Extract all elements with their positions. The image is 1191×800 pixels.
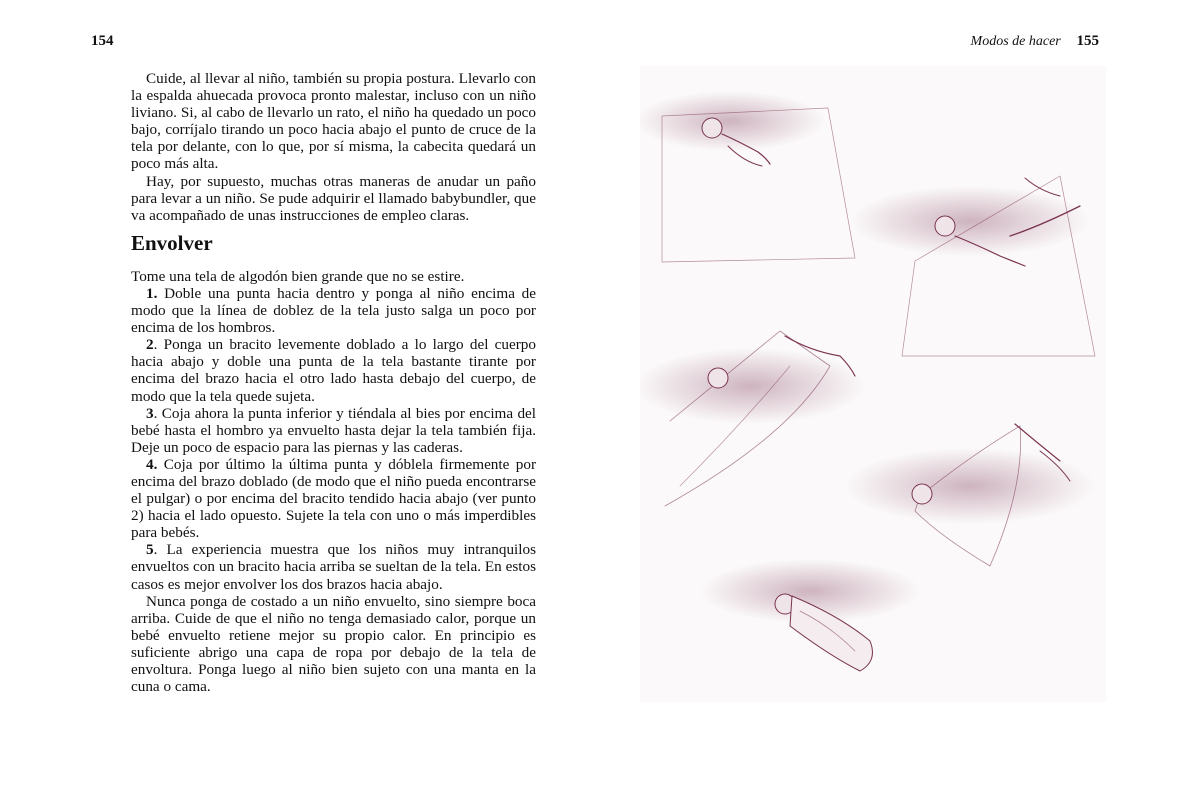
- step-number: 1.: [146, 284, 158, 302]
- running-head: Modos de hacer: [970, 34, 1061, 49]
- step-text: Doble una punta hacia dentro y ponga al niño encima de modo que la línea de doblez de la tela justo salga un poco por encima de los hombros.: [131, 284, 537, 337]
- right-page-header: [971, 33, 1099, 50]
- step-number: 4.: [146, 455, 158, 473]
- step-2-sketch: [850, 176, 1095, 356]
- step-paragraph: [131, 541, 536, 592]
- lead-paragraph: Tome una tela de algodón bien grande que no se estire.: [131, 267, 465, 285]
- step-paragraph: [131, 336, 536, 404]
- step-paragraph: [131, 405, 536, 456]
- left-page-number: 154: [91, 33, 114, 49]
- step-5-sketch: [700, 559, 920, 671]
- intro-paragraph: Cuide, al llevar al niño, también su propia postura. Llevarlo con la espalda ahuecada provoca pronto malestar, incluso con un niño liviano. Si, al cabo de llevarlo un rato, el niño ha quedado un poco bajo, corríjalo tirando un poco hacia abajo el punto de cruce de la tela por delante, con lo que, por sí misma, la cabecita quedará un poco más alta.: [131, 70, 536, 173]
- step-number: 2: [146, 336, 154, 354]
- step-1-sketch: [640, 91, 855, 262]
- step-text: . La experiencia muestra que los niños muy intranquilos envueltos con un bracito hacia arriba se sueltan de la tela. En estos casos es mejor envolver los dos brazos hacia abajo.: [131, 541, 536, 593]
- step-paragraph: [131, 285, 536, 336]
- illustration-svg: [640, 66, 1106, 702]
- step-text: Coja por último la última punta y dóblela firmemente por encima del brazo doblado (de modo que el niño pueda encontrarse el pulgar) o por encima del bracito tendido hacia abajo (ver punto 2) hacia el lado opuesto. Sujete la tela con uno o más imperdibles para bebés.: [131, 455, 537, 542]
- step-4-sketch: [845, 424, 1095, 566]
- right-page-number: 155: [1076, 33, 1099, 49]
- step-text: . Ponga un bracito levemente doblado a lo largo del cuerpo hacia abajo y doble una punta de la tela bastante tirante por encima del brazo hacia el otro lado hasta debajo del cuerpo, de modo que la tela quede sujeta.: [131, 336, 536, 405]
- step-number: 3: [146, 404, 154, 422]
- closing-paragraph: Nunca ponga de costado a un niño envuelto, sino siempre boca arriba. Cuide de que el niño no tenga demasiado calor, porque un bebé envuelto retiene mejor su propio calor. En principio es suficiente abrigo una capa de ropa por debajo de la tela de envoltura. Ponga luego al niño bien sujeto con una manta en la cuna o cama.: [131, 592, 536, 696]
- intro-paragraph: Hay, por supuesto, muchas otras maneras de anudar un paño para levar a un niño. Se pude adquirir el llamado babybundler, que va acompañado de unas instrucciones de empleo claras.: [131, 172, 536, 224]
- step-number: 5: [146, 541, 154, 559]
- section-heading: Envolver: [131, 230, 213, 255]
- step-text: . Coja ahora la punta inferior y tiéndala al bies por encima del bebé hasta el hombro ya envuelto hasta dejar la tela también fija. Deje un poco de espacio para las piernas y las caderas.: [131, 404, 536, 456]
- step-3-sketch: [640, 331, 865, 506]
- step-paragraph: [131, 456, 536, 541]
- body-text-column: [131, 70, 536, 695]
- swaddling-illustration: [640, 66, 1106, 702]
